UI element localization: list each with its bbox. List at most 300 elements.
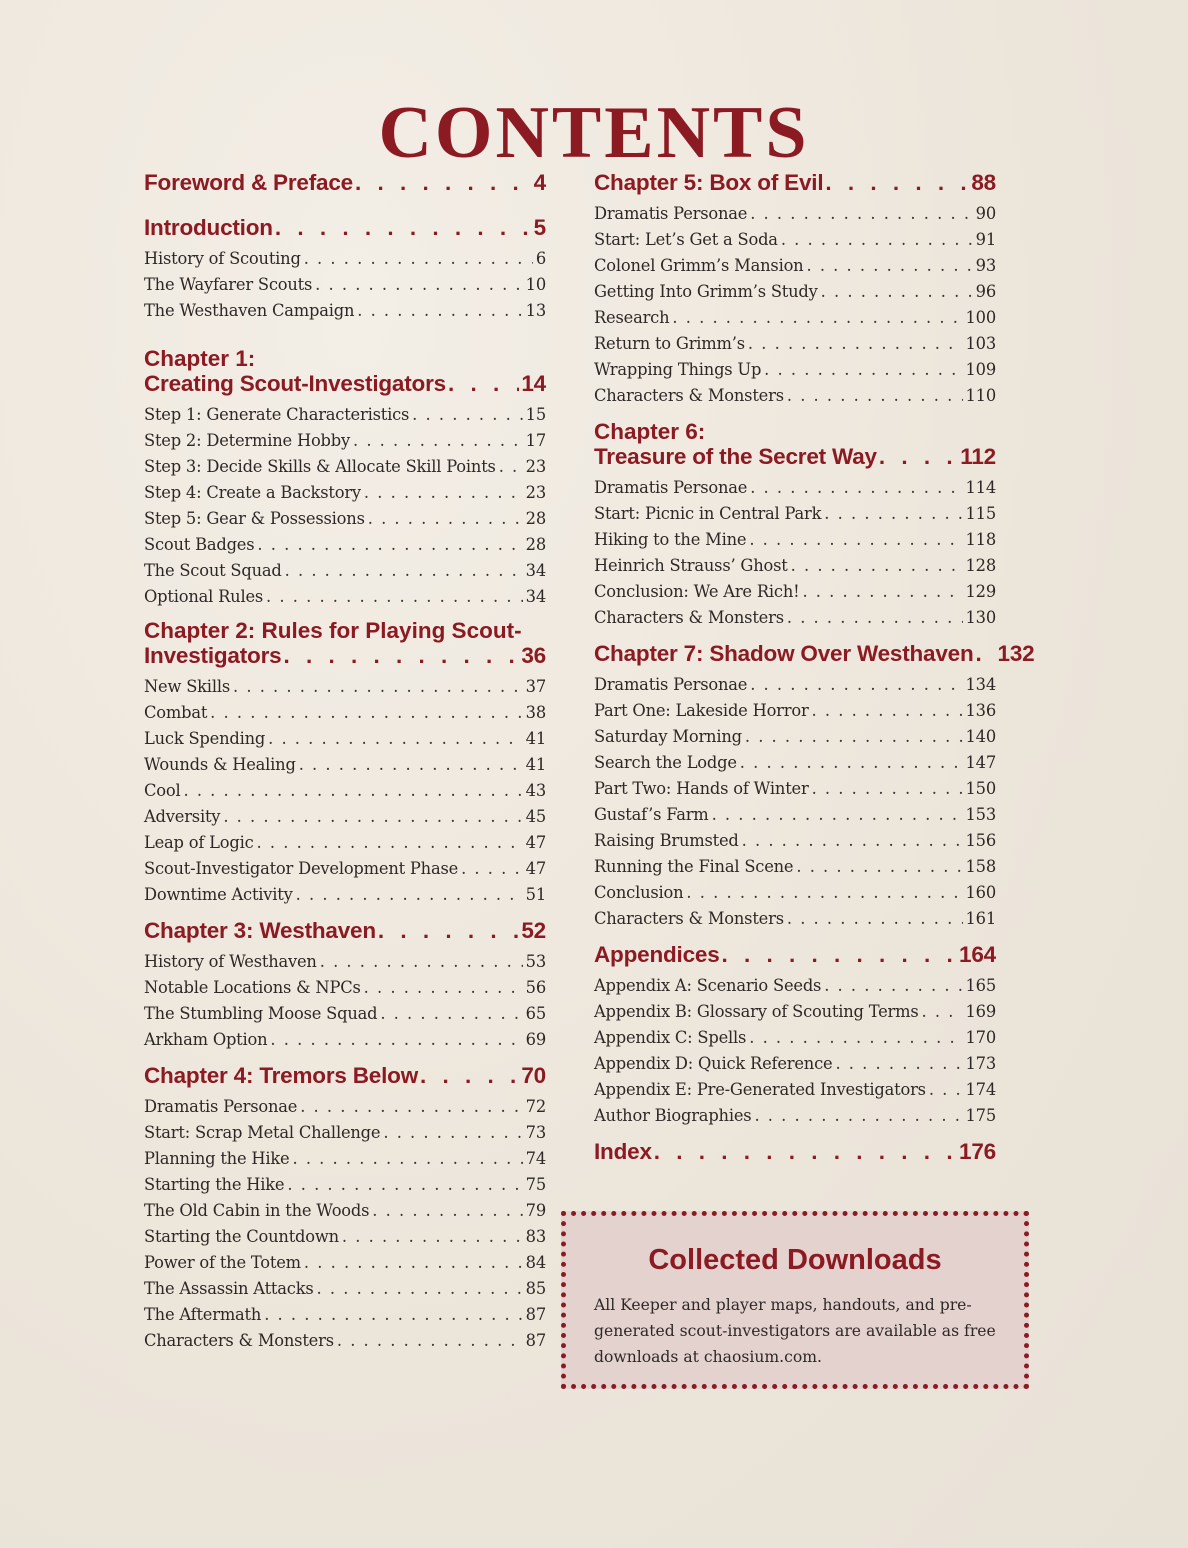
- entry-title: Part Two: Hands of Winter: [594, 779, 809, 798]
- entry-page-number: 103: [965, 334, 996, 353]
- entry-title: Scout-Investigator Development Phase: [144, 859, 459, 878]
- toc-entry[interactable]: [594, 331, 996, 357]
- entry-title: Characters & Monsters: [144, 1331, 334, 1350]
- entry-title: Appendix D: Quick Reference: [594, 1054, 833, 1073]
- entry-title: The Assassin Attacks: [144, 1279, 314, 1298]
- dot-leader: [368, 506, 523, 532]
- entry-title: Arkham Option: [144, 1030, 268, 1049]
- dot-leader: [372, 1198, 522, 1224]
- toc-entry[interactable]: [594, 750, 996, 776]
- entry-page-number: 17: [525, 431, 546, 450]
- entry-title: Start: Let’s Get a Soda: [594, 230, 778, 249]
- entry-list: [594, 672, 996, 932]
- entry-title: Conclusion: [594, 883, 684, 902]
- entry-title: Step 3: Decide Skills & Allocate Skill Points: [144, 457, 496, 476]
- entry-title: The Scout Squad: [144, 561, 282, 580]
- dot-leader: [320, 949, 523, 975]
- heading-title: Introduction: [144, 215, 273, 240]
- dot-leader: [499, 454, 523, 480]
- dot-leader: [461, 856, 523, 882]
- toc-entry[interactable]: [594, 973, 996, 999]
- entry-page-number: 134: [965, 675, 996, 694]
- entry-title: History of Westhaven: [144, 952, 317, 971]
- toc-entry[interactable]: [594, 279, 996, 305]
- entry-title: Combat: [144, 703, 208, 722]
- entry-title: Adversity: [144, 807, 221, 826]
- entry-page-number: 56: [525, 978, 546, 997]
- dot-leader: [879, 444, 958, 469]
- entry-page-number: 41: [525, 729, 546, 748]
- entry-list: [594, 475, 996, 631]
- entry-page-number: 41: [525, 755, 546, 774]
- heading-title: Investigators: [144, 643, 282, 668]
- toc-entry[interactable]: [144, 558, 546, 584]
- dot-leader: [420, 1063, 519, 1088]
- toc-entry[interactable]: [594, 305, 996, 331]
- dot-leader: [781, 227, 973, 253]
- toc-entry[interactable]: [144, 272, 546, 298]
- toc-entry[interactable]: [594, 854, 996, 880]
- dot-leader: [750, 201, 972, 227]
- dot-leader: [268, 726, 523, 752]
- entry-page-number: 34: [525, 561, 546, 580]
- toc-entry[interactable]: [594, 672, 996, 698]
- toc-entry[interactable]: [144, 1120, 546, 1146]
- toc-entry[interactable]: [144, 700, 546, 726]
- toc-entry[interactable]: [594, 1103, 996, 1129]
- entry-title: Cool: [144, 781, 181, 800]
- toc-entry[interactable]: [144, 1328, 546, 1354]
- chapter-label: Chapter 1:: [144, 346, 256, 371]
- toc-entry[interactable]: [594, 357, 996, 383]
- dot-leader: [686, 880, 962, 906]
- dot-leader: [824, 973, 962, 999]
- toc-entry[interactable]: [594, 698, 996, 724]
- entry-title: Downtime Activity: [144, 885, 293, 904]
- entry-title: Author Biographies: [594, 1106, 752, 1125]
- toc-entry[interactable]: [594, 579, 996, 605]
- toc-entry[interactable]: [594, 201, 996, 227]
- dot-leader: [448, 371, 519, 396]
- dot-leader: [654, 1139, 957, 1164]
- entry-title: Return to Grimm’s: [594, 334, 745, 353]
- entry-title: Running the Final Scene: [594, 857, 794, 876]
- toc-heading[interactable]: [594, 170, 996, 195]
- toc-entry[interactable]: [144, 882, 546, 908]
- entry-title: Starting the Countdown: [144, 1227, 339, 1246]
- dot-leader: [357, 298, 522, 324]
- dot-leader: [353, 428, 523, 454]
- entry-title: Dramatis Personae: [144, 1097, 298, 1116]
- toc-section: [594, 942, 996, 1129]
- entry-page-number: 69: [525, 1030, 546, 1049]
- dot-leader: [812, 698, 963, 724]
- entry-title: Dramatis Personae: [594, 675, 748, 694]
- dot-leader: [791, 553, 963, 579]
- toc-entry[interactable]: [144, 402, 546, 428]
- toc-entry[interactable]: [594, 605, 996, 631]
- entry-title: The Old Cabin in the Woods: [144, 1201, 370, 1220]
- dot-leader: [317, 1276, 523, 1302]
- toc-entry[interactable]: [594, 1025, 996, 1051]
- heading-title: Index: [594, 1139, 652, 1164]
- entry-page-number: 23: [525, 457, 546, 476]
- toc-entry[interactable]: [144, 804, 546, 830]
- dot-leader: [257, 532, 522, 558]
- entry-page-number: 85: [525, 1279, 546, 1298]
- entry-page-number: 91: [975, 230, 996, 249]
- toc-heading[interactable]: [144, 371, 546, 396]
- entry-page-number: 140: [965, 727, 996, 746]
- dot-leader: [812, 776, 963, 802]
- heading-page-number: 14: [521, 371, 546, 396]
- entry-page-number: 34: [525, 587, 546, 606]
- dot-leader: [292, 1146, 522, 1172]
- dot-leader: [806, 253, 972, 279]
- dot-leader: [270, 1027, 522, 1053]
- entry-title: Characters & Monsters: [594, 608, 784, 627]
- dot-leader: [383, 1120, 522, 1146]
- toc-entry[interactable]: [594, 776, 996, 802]
- entry-page-number: 83: [525, 1227, 546, 1246]
- entry-title: Characters & Monsters: [594, 386, 784, 405]
- toc-entry[interactable]: [144, 752, 546, 778]
- toc-entry[interactable]: [144, 726, 546, 752]
- entry-list: [144, 402, 546, 610]
- entry-list: [144, 1094, 546, 1354]
- dot-leader: [342, 1224, 523, 1250]
- entry-title: Power of the Totem: [144, 1253, 301, 1272]
- dot-leader: [748, 331, 963, 357]
- entry-title: Start: Scrap Metal Challenge: [144, 1123, 381, 1142]
- heading-page-number: 132: [997, 641, 1035, 666]
- entry-page-number: 110: [965, 386, 996, 405]
- dot-leader: [364, 480, 523, 506]
- entry-page-number: 96: [975, 282, 996, 301]
- entry-page-number: 161: [965, 909, 996, 928]
- entry-page-number: 130: [965, 608, 996, 627]
- toc-entry[interactable]: [144, 1172, 546, 1198]
- toc-section: [144, 918, 546, 1053]
- dot-leader: [742, 828, 963, 854]
- toc-entry[interactable]: [594, 253, 996, 279]
- dot-leader: [672, 305, 962, 331]
- dot-leader: [750, 672, 962, 698]
- dot-leader: [337, 1328, 523, 1354]
- dot-leader: [787, 383, 963, 409]
- dot-leader: [283, 643, 519, 668]
- dot-leader: [749, 527, 962, 553]
- entry-list: [144, 674, 546, 908]
- entry-title: New Skills: [144, 677, 230, 696]
- toc-entry[interactable]: [144, 480, 546, 506]
- dot-leader: [796, 854, 962, 880]
- entry-list: [144, 949, 546, 1053]
- toc-entry[interactable]: [594, 802, 996, 828]
- toc-entry[interactable]: [144, 975, 546, 1001]
- entry-title: Wrapping Things Up: [594, 360, 762, 379]
- chapter-label: Chapter 6:: [594, 419, 706, 444]
- entry-title: Step 2: Determine Hobby: [144, 431, 350, 450]
- entry-page-number: 100: [965, 308, 996, 327]
- dot-leader: [223, 804, 522, 830]
- entry-page-number: 47: [525, 859, 546, 878]
- toc-entry[interactable]: [144, 1276, 546, 1302]
- toc-entry[interactable]: [594, 880, 996, 906]
- dot-leader: [787, 906, 963, 932]
- entry-title: Appendix E: Pre-Generated Investigators: [594, 1080, 926, 1099]
- entry-page-number: 169: [965, 1002, 996, 1021]
- entry-page-number: 65: [525, 1004, 546, 1023]
- entry-page-number: 115: [965, 504, 996, 523]
- entry-title: Step 1: Generate Characteristics: [144, 405, 410, 424]
- entry-title: The Stumbling Moose Squad: [144, 1004, 378, 1023]
- dot-leader: [287, 1172, 522, 1198]
- dot-leader: [378, 918, 519, 943]
- heading-page-number: 164: [959, 942, 996, 967]
- entry-page-number: 73: [525, 1123, 546, 1142]
- entry-list: [594, 973, 996, 1129]
- dot-leader: [300, 1094, 522, 1120]
- entry-page-number: 84: [525, 1253, 546, 1272]
- toc-entry[interactable]: [144, 830, 546, 856]
- entry-title: Hiking to the Mine: [594, 530, 747, 549]
- downloads-text: All Keeper and player maps, handouts, and pre-generated scout-investigators are available as free downloads at chaosium.com.: [594, 1296, 996, 1366]
- dot-leader: [183, 778, 522, 804]
- dot-leader: [299, 752, 523, 778]
- toc-section: [594, 170, 996, 409]
- toc-section: [594, 641, 1035, 932]
- dot-leader: [266, 584, 523, 610]
- dot-leader: [264, 1302, 522, 1328]
- entry-title: Dramatis Personae: [594, 478, 748, 497]
- entry-title: Raising Brumsted: [594, 831, 739, 850]
- entry-page-number: 74: [525, 1149, 546, 1168]
- toc-entry[interactable]: [594, 527, 996, 553]
- entry-page-number: 150: [965, 779, 996, 798]
- toc-entry[interactable]: [594, 475, 996, 501]
- toc-entry[interactable]: [144, 778, 546, 804]
- toc-heading[interactable]: [144, 918, 546, 943]
- dot-leader: [275, 215, 532, 240]
- entry-title: Notable Locations & NPCs: [144, 978, 361, 997]
- heading-page-number: 36: [521, 643, 546, 668]
- toc-entry[interactable]: [144, 1146, 546, 1172]
- toc-entry[interactable]: [144, 1224, 546, 1250]
- entry-page-number: 72: [525, 1097, 546, 1116]
- toc-entry[interactable]: [594, 1077, 996, 1103]
- dot-leader: [304, 246, 533, 272]
- entry-page-number: 156: [965, 831, 996, 850]
- toc-entry[interactable]: [144, 246, 546, 272]
- toc-section: [144, 1063, 546, 1354]
- toc-entry[interactable]: [144, 674, 546, 700]
- dot-leader: [929, 1077, 963, 1103]
- toc-entry[interactable]: [144, 1027, 546, 1053]
- entry-page-number: 153: [965, 805, 996, 824]
- toc-entry[interactable]: [144, 1001, 546, 1027]
- dot-leader: [233, 674, 523, 700]
- heading-title: Appendices: [594, 942, 720, 967]
- toc-entry[interactable]: [144, 949, 546, 975]
- heading-page-number: 112: [960, 444, 996, 469]
- dot-leader: [824, 501, 962, 527]
- entry-page-number: 109: [965, 360, 996, 379]
- entry-page-number: 45: [525, 807, 546, 826]
- entry-page-number: 114: [965, 478, 996, 497]
- entry-page-number: 37: [525, 677, 546, 696]
- entry-page-number: 173: [965, 1054, 996, 1073]
- toc-entry[interactable]: [144, 454, 546, 480]
- toc-section: [144, 170, 546, 195]
- dot-leader: [712, 802, 963, 828]
- entry-page-number: 158: [965, 857, 996, 876]
- entry-page-number: 6: [535, 249, 546, 268]
- dot-leader: [825, 170, 969, 195]
- entry-page-number: 87: [525, 1331, 546, 1350]
- toc-section: [144, 215, 546, 324]
- dot-leader: [802, 579, 962, 605]
- collected-downloads-box: [561, 1211, 1029, 1389]
- entry-title: Appendix B: Glossary of Scouting Terms: [594, 1002, 919, 1021]
- entry-page-number: 174: [965, 1080, 996, 1099]
- entry-title: Gustaf’s Farm: [594, 805, 709, 824]
- entry-page-number: 15: [525, 405, 546, 424]
- toc-heading[interactable]: [594, 444, 996, 469]
- heading-title: Treasure of the Secret Way: [594, 444, 877, 469]
- entry-page-number: 38: [525, 703, 546, 722]
- toc-entry[interactable]: [144, 298, 546, 324]
- heading-title: Chapter 3: Westhaven: [144, 918, 376, 943]
- toc-section: [144, 346, 546, 610]
- entry-page-number: 79: [525, 1201, 546, 1220]
- entry-title: Step 4: Create a Backstory: [144, 483, 361, 502]
- entry-page-number: 93: [975, 256, 996, 275]
- entry-title: Starting the Hike: [144, 1175, 285, 1194]
- entry-title: The Westhaven Campaign: [144, 301, 355, 320]
- toc-entry[interactable]: [594, 501, 996, 527]
- toc-entry[interactable]: [144, 506, 546, 532]
- toc-heading[interactable]: [144, 1063, 546, 1088]
- dot-leader: [364, 975, 523, 1001]
- dot-leader: [210, 700, 523, 726]
- entry-title: Characters & Monsters: [594, 909, 784, 928]
- toc-heading[interactable]: [144, 643, 546, 668]
- entry-title: Conclusion: We Are Rich!: [594, 582, 800, 601]
- heading-title: Chapter 5: Box of Evil: [594, 170, 824, 195]
- dot-leader: [285, 558, 523, 584]
- entry-page-number: 175: [965, 1106, 996, 1125]
- toc-entry[interactable]: [594, 383, 996, 409]
- dot-leader: [835, 1051, 962, 1077]
- toc-section: [144, 618, 546, 908]
- dot-leader: [315, 272, 523, 298]
- entry-title: Saturday Morning: [594, 727, 742, 746]
- toc-section: [594, 1139, 996, 1164]
- toc-heading[interactable]: [144, 170, 546, 195]
- toc-entry[interactable]: [144, 856, 546, 882]
- dot-leader: [976, 641, 996, 666]
- entry-title: Luck Spending: [144, 729, 266, 748]
- toc-heading[interactable]: [594, 942, 996, 967]
- dot-leader: [296, 882, 523, 908]
- entry-page-number: 28: [525, 535, 546, 554]
- toc-left-column: [144, 170, 546, 1354]
- entry-page-number: 51: [525, 885, 546, 904]
- heading-title: Chapter 7: Shadow Over Westhaven: [594, 641, 974, 666]
- toc-entry[interactable]: [594, 724, 996, 750]
- dot-leader: [754, 1103, 962, 1129]
- dot-leader: [380, 1001, 522, 1027]
- entry-title: Search the Lodge: [594, 753, 737, 772]
- entry-title: History of Scouting: [144, 249, 301, 268]
- heading-title: Chapter 4: Tremors Below: [144, 1063, 419, 1088]
- entry-title: The Wayfarer Scouts: [144, 275, 313, 294]
- entry-page-number: 28: [525, 509, 546, 528]
- heading-page-number: 5: [533, 215, 546, 240]
- dot-leader: [749, 1025, 962, 1051]
- toc-entry[interactable]: [144, 1198, 546, 1224]
- toc-entry[interactable]: [144, 1094, 546, 1120]
- dot-leader: [787, 605, 963, 631]
- entry-title: The Aftermath: [144, 1305, 262, 1324]
- toc-entry[interactable]: [144, 1302, 546, 1328]
- entry-page-number: 90: [975, 204, 996, 223]
- entry-page-number: 23: [525, 483, 546, 502]
- toc-heading[interactable]: [144, 215, 546, 240]
- heading-title: Foreword & Preface: [144, 170, 353, 195]
- dot-leader: [412, 402, 523, 428]
- dot-leader: [355, 170, 532, 195]
- heading-page-number: 88: [971, 170, 996, 195]
- entry-title: Part One: Lakeside Horror: [594, 701, 809, 720]
- entry-page-number: 170: [965, 1028, 996, 1047]
- entry-list: [594, 201, 996, 409]
- toc-entry[interactable]: [594, 227, 996, 253]
- toc-entry[interactable]: [594, 553, 996, 579]
- toc-entry[interactable]: [594, 828, 996, 854]
- toc-entry[interactable]: [144, 532, 546, 558]
- dot-leader: [821, 279, 973, 305]
- toc-entry[interactable]: [144, 1250, 546, 1276]
- toc-entry[interactable]: [144, 584, 546, 610]
- dot-leader: [745, 724, 963, 750]
- entry-page-number: 128: [965, 556, 996, 575]
- heading-page-number: 4: [533, 170, 546, 195]
- toc-entry[interactable]: [594, 906, 996, 932]
- toc-section: [594, 419, 996, 631]
- toc-heading[interactable]: [594, 1139, 996, 1164]
- entry-page-number: 43: [525, 781, 546, 800]
- entry-page-number: 10: [525, 275, 546, 294]
- entry-title: Heinrich Strauss’ Ghost: [594, 556, 788, 575]
- entry-list: [144, 246, 546, 324]
- entry-page-number: 147: [965, 753, 996, 772]
- entry-title: Getting Into Grimm’s Study: [594, 282, 818, 301]
- toc-entry[interactable]: [144, 428, 546, 454]
- entry-page-number: 136: [965, 701, 996, 720]
- toc-heading[interactable]: [594, 641, 1035, 666]
- entry-page-number: 129: [965, 582, 996, 601]
- entry-title: Wounds & Healing: [144, 755, 296, 774]
- entry-title: Research: [594, 308, 670, 327]
- toc-entry[interactable]: [594, 1051, 996, 1077]
- toc-entry[interactable]: [594, 999, 996, 1025]
- entry-title: Start: Picnic in Central Park: [594, 504, 822, 523]
- entry-title: Dramatis Personae: [594, 204, 748, 223]
- heading-page-number: 52: [521, 918, 546, 943]
- entry-page-number: 53: [525, 952, 546, 971]
